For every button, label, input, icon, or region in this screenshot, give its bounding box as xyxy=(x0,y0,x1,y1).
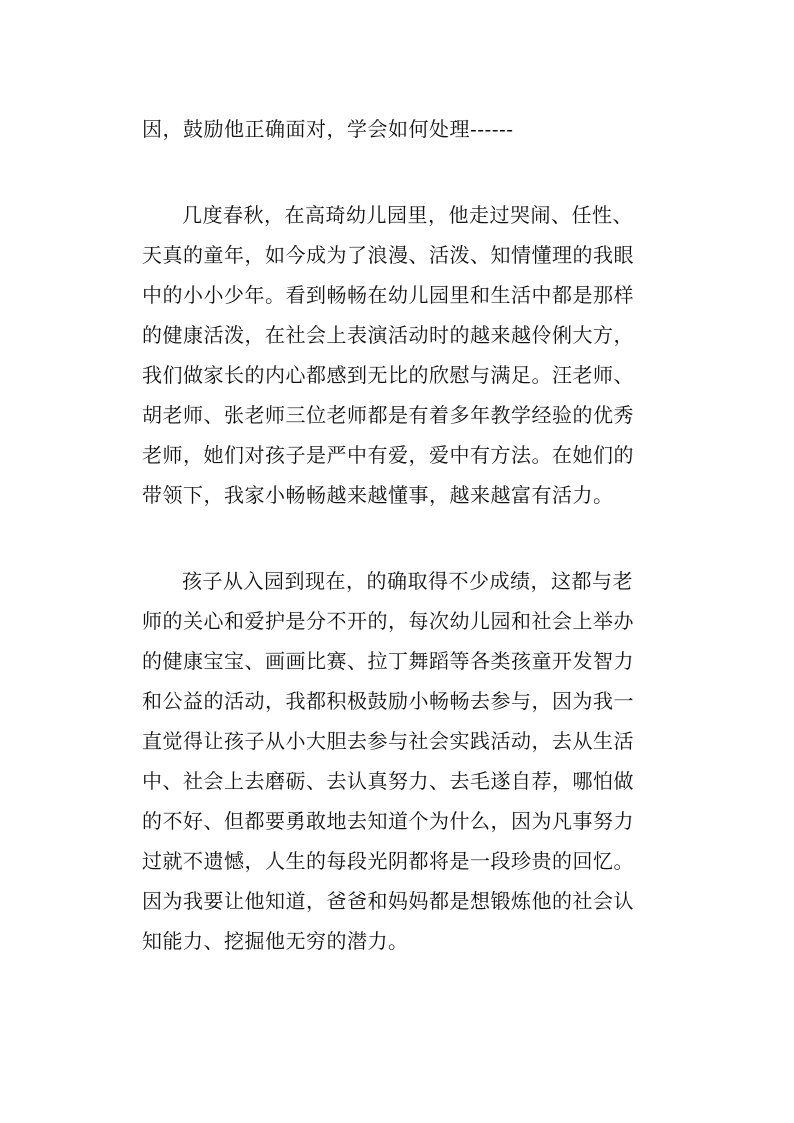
paragraph-2-line-4: 的健康活泼，在社会上表演活动时的越来越伶俐大方， xyxy=(142,323,634,347)
paragraph-3-line-3: 的健康宝宝、画画比赛、拉丁舞蹈等各类孩童开发智力 xyxy=(142,649,634,673)
paragraph-2-line-3: 中的小小少年。看到畅畅在幼儿园里和生活中都是那样 xyxy=(142,283,634,307)
paragraph-3-line-4: 和公益的活动，我都积极鼓励小畅畅去参与，因为我一 xyxy=(142,689,634,713)
paragraph-3-line-10: 知能力、挖掘他无穷的潜力。 xyxy=(142,929,409,953)
paragraph-2-line-7: 老师，她们对孩子是严中有爱，爱中有方法。在她们的 xyxy=(142,443,634,467)
paragraph-2-line-1: 几度春秋，在高琦幼儿园里，他走过哭闹、任性、 xyxy=(182,203,633,227)
paragraph-3-line-1: 孩子从入园到现在，的确取得不少成绩，这都与老 xyxy=(182,569,633,593)
paragraph-3-line-2: 师的关心和爱护是分不开的，每次幼儿园和社会上举办 xyxy=(142,609,634,633)
paragraph-3-line-6: 中、社会上去磨砺、去认真努力、去毛遂自荐，哪怕做 xyxy=(142,769,634,793)
paragraph-1-line-1: 因，鼓励他正确面对，学会如何处理------ xyxy=(142,117,514,141)
paragraph-3-line-9: 因为我要让他知道，爸爸和妈妈都是想锻炼他的社会认 xyxy=(142,889,634,913)
paragraph-2-line-8: 带领下，我家小畅畅越来越懂事，越来越富有活力。 xyxy=(142,483,614,507)
paragraph-3-line-8: 过就不遗憾，人生的每段光阴都将是一段珍贵的回忆。 xyxy=(142,849,634,873)
paragraph-2-line-5: 我们做家长的内心都感到无比的欣慰与满足。汪老师、 xyxy=(142,363,634,387)
paragraph-3-line-5: 直觉得让孩子从小大胆去参与社会实践活动，去从生活 xyxy=(142,729,634,753)
paragraph-2-line-2: 天真的童年，如今成为了浪漫、活泼、知情懂理的我眼 xyxy=(142,243,634,267)
paragraph-3-line-7: 的不好、但都要勇敢地去知道个为什么，因为凡事努力 xyxy=(142,809,634,833)
paragraph-2-line-6: 胡老师、张老师三位老师都是有着多年教学经验的优秀 xyxy=(142,403,634,427)
